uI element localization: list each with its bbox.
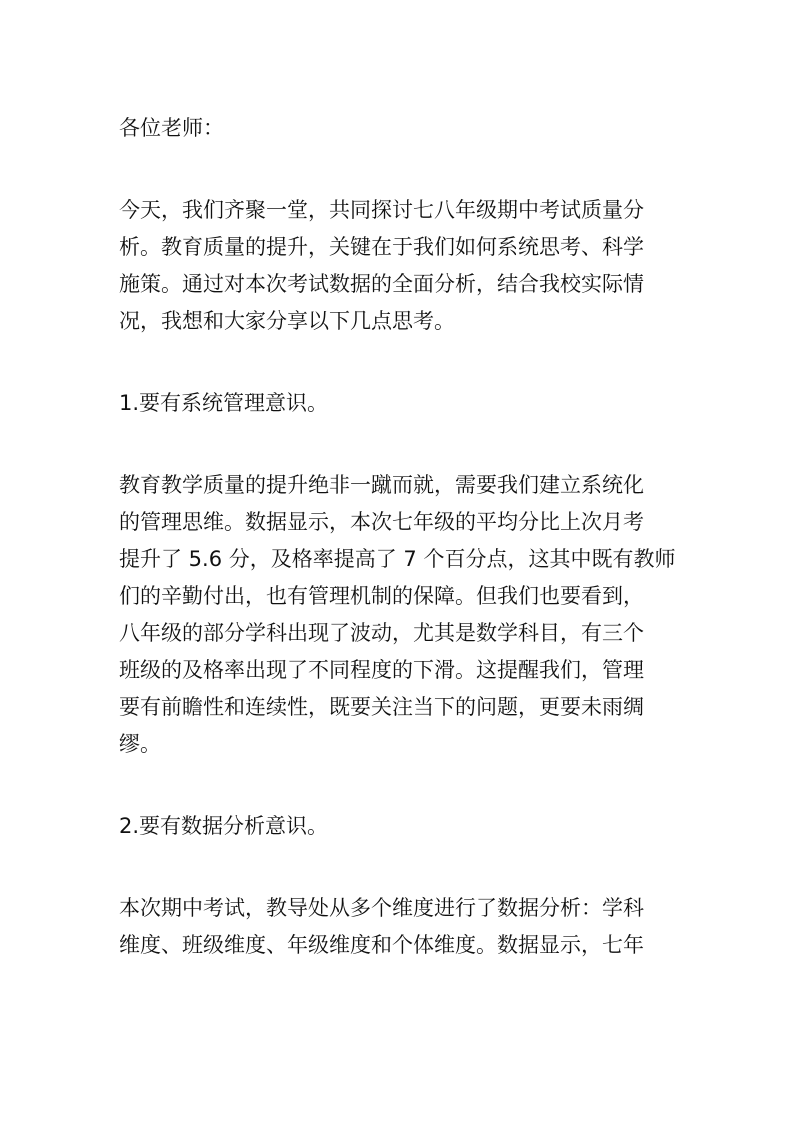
greeting (119, 110, 699, 147)
section-2-paragraph (119, 890, 699, 964)
text-line: 2.要有数据分析意识。 (119, 814, 329, 838)
text-line: 1.要有系统管理意识。 (119, 391, 329, 415)
text-line: 们的辛勤付出，也有管理机制的保障。但我们也要看到， (119, 584, 644, 608)
text-line: 况，我想和大家分享以下几点思考。 (119, 309, 455, 333)
document-page (119, 110, 699, 1009)
section-heading-2 (119, 808, 699, 845)
text-line: 维度、班级维度、年级维度和个体维度。数据显示，七年 (119, 933, 644, 957)
text-line: 施策。通过对本次考试数据的全面分析，结合我校实际情 (119, 272, 644, 296)
text-line: 的管理思维。数据显示，本次七年级的平均分比上次月考 (119, 510, 644, 534)
section-1-paragraph (119, 467, 699, 763)
greeting-line: 各位老师： (119, 116, 224, 140)
text-line: 八年级的部分学科出现了波动，尤其是数学科目，有三个 (119, 621, 644, 645)
intro-paragraph (119, 192, 699, 340)
text-line: 析。教育质量的提升，关键在于我们如何系统思考、科学 (119, 235, 644, 259)
text-line: 教育教学质量的提升绝非一蹴而就，需要我们建立系统化 (119, 473, 644, 497)
text-line: 本次期中考试，教导处从多个维度进行了数据分析：学科 (119, 896, 644, 920)
text-line: 要有前瞻性和连续性，既要关注当下的问题，更要未雨绸 (119, 695, 644, 719)
section-heading-1 (119, 385, 699, 422)
document-body (119, 192, 699, 964)
text-line: 今天，我们齐聚一堂，共同探讨七八年级期中考试质量分 (119, 198, 644, 222)
text-line: 缪。 (119, 732, 161, 756)
text-line: 提升了 5.6 分，及格率提高了 7 个百分点，这其中既有教师 (119, 547, 676, 571)
text-line: 班级的及格率出现了不同程度的下滑。这提醒我们，管理 (119, 658, 644, 682)
